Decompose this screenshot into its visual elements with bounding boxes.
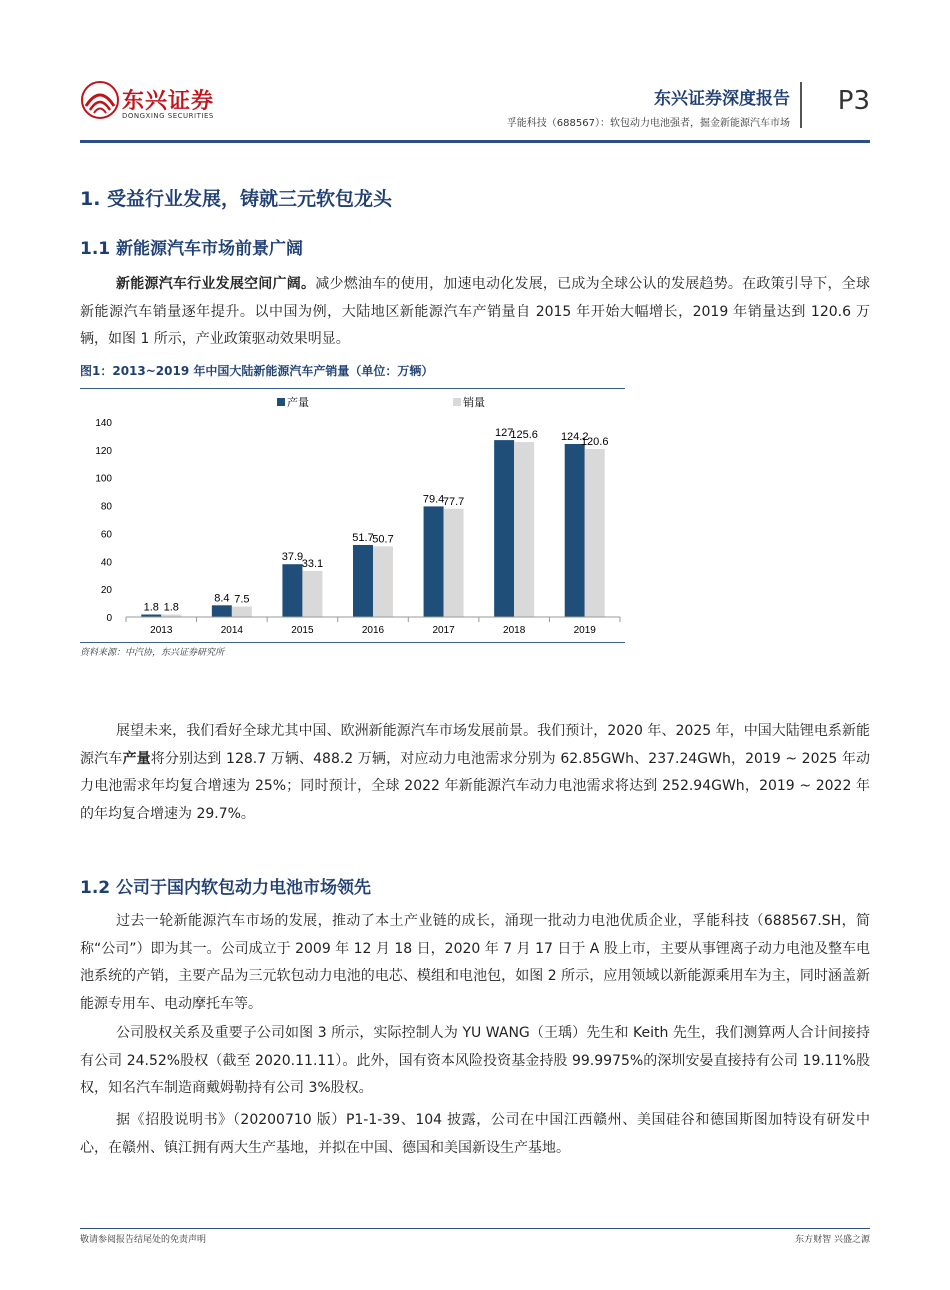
report-title: 东兴证券深度报告 — [654, 89, 790, 109]
page-number: P3 — [837, 86, 870, 116]
bar-sales — [232, 607, 252, 617]
section-title: 1. 受益行业发展，铸就三元软包龙头 — [80, 188, 393, 210]
bar-production — [565, 444, 585, 617]
paragraph-company-intro: 过去一轮新能源汽车市场的发展，推动了本土产业链的成长，涌现一批动力电池优质企业，孚能科技（688567.SH，简称“公司”）即为其一。公司成立于 2009 年 12 月 18 日，2020 年 7 月 17 日于 A 股上市，主要从事锂离子动力电池及整车电池系统的产销，主要产品为三元软包动力电池的电芯、模组和电池包，如图 2 所示，应用领域以新能源乘用车为主，同时涵盖新能源专用车、电动摩托车等。 — [80, 913, 870, 1012]
ev-sales-bar-chart — [80, 392, 625, 642]
y-tick-label: 20 — [100, 585, 112, 597]
bar-production — [424, 506, 444, 617]
chart-x-axis — [126, 617, 620, 636]
footer-slogan: 东方财智 兴盛之源 — [795, 1235, 870, 1245]
bar-production — [353, 545, 373, 617]
bar-sales — [444, 509, 464, 617]
x-tick-label: 2019 — [573, 625, 596, 636]
data-label: 124.2 — [560, 431, 589, 444]
page-header — [80, 78, 870, 144]
legend-swatch — [277, 398, 285, 406]
bar-sales — [373, 546, 393, 617]
data-label: 1.8 — [143, 601, 159, 614]
report-subtitle: 孚能科技（688567）：软包动力电池强者，掘金新能源汽车市场 — [506, 118, 790, 129]
chart-bars — [141, 427, 608, 617]
data-label: 51.7 — [352, 531, 374, 544]
x-tick-label: 2015 — [291, 625, 314, 636]
x-tick-label: 2018 — [503, 625, 526, 636]
data-label: 8.4 — [214, 592, 230, 605]
data-label: 125.6 — [510, 429, 538, 442]
legend-label: 销量 — [463, 397, 485, 409]
x-tick-label: 2014 — [220, 625, 243, 636]
paragraph-forecast — [80, 718, 870, 828]
y-tick-label: 100 — [95, 473, 112, 485]
x-tick-label: 2013 — [150, 625, 173, 636]
data-label: 1.8 — [163, 601, 179, 614]
subsection-title-1-1: 1.1 新能源汽车市场前景广阔 — [80, 239, 304, 259]
x-tick-label: 2017 — [432, 625, 455, 636]
data-label: 7.5 — [234, 593, 250, 606]
logo-subtext: DONGXING SECURITIES — [122, 112, 214, 120]
logo-text: 东兴证券 — [122, 89, 215, 114]
bar-sales — [302, 571, 322, 617]
data-label: 77.7 — [442, 495, 465, 508]
figure-source: 资料来源：中汽协，东兴证券研究所 — [80, 648, 225, 658]
data-label: 37.9 — [281, 551, 304, 564]
data-label: 50.7 — [372, 533, 394, 546]
bar-production — [282, 564, 302, 617]
paragraph-market-outlook — [80, 271, 870, 354]
x-tick-label: 2016 — [361, 625, 385, 636]
data-label: 33.1 — [301, 557, 324, 570]
company-logo — [80, 78, 230, 126]
figure-caption: 图1：2013~2019 年中国大陆新能源汽车产销量（单位：万辆） — [80, 364, 434, 378]
bar-sales — [514, 442, 534, 617]
data-label: 120.6 — [580, 436, 609, 449]
header-rule — [80, 140, 870, 143]
paragraph-rd-centers: 据《招股说明书》（20200710 版）P1-1-39、104 披露，公司在中国江西赣州、美国硅谷和德国斯图加特设有研发中心，在赣州、镇江拥有两大生产基地，并拟在中国、德国和美国新设生产基地。 — [80, 1112, 870, 1156]
y-tick-label: 40 — [100, 557, 112, 569]
subsection-title-1-2: 1.2 公司于国内软包动力电池市场领先 — [80, 878, 372, 898]
legend-label: 产量 — [287, 397, 309, 409]
bar-production — [212, 605, 232, 617]
figure-bottom-rule — [80, 642, 625, 643]
y-tick-label: 80 — [100, 501, 112, 513]
header-divider — [800, 82, 802, 128]
paragraph-forecast-pre: 展望未来，我们看好全球尤其中国、欧洲新能源汽车市场发展前景。我们预计，2020 年、2025 年，中国大陆锂电系新能源汽车 — [80, 723, 870, 767]
chart-legend — [277, 395, 485, 409]
legend-swatch — [453, 398, 461, 406]
bar-production — [494, 440, 514, 617]
data-label: 79.4 — [422, 493, 445, 506]
y-tick-label: 0 — [106, 613, 112, 624]
footer-disclaimer: 敬请参阅报告结尾处的免责声明 — [80, 1235, 207, 1245]
footer-rule — [80, 1228, 870, 1229]
figure-top-rule — [80, 388, 625, 389]
y-tick-label: 140 — [95, 418, 112, 429]
paragraph-forecast-post: 将分别达到 128.7 万辆、488.2 万辆，对应动力电池需求分别为 62.85GWh、237.24GWh，2019 ~ 2025 年动力电池需求年均复合增速为 25%；同时预计，全球 2022 年新能源汽车动力电池需求将达到 252.94GWh，2019 ~ 2022 年的年均复合增速为 29.7%。 — [80, 750, 871, 822]
chart-y-axis — [95, 418, 112, 624]
paragraph-lead: 新能源汽车行业发展空间广阔。 — [116, 276, 316, 292]
dongxing-logo-icon — [80, 80, 120, 120]
paragraph-forecast-bold: 产量 — [122, 750, 151, 767]
y-tick-label: 60 — [100, 529, 112, 541]
y-tick-label: 120 — [95, 445, 112, 457]
data-label: 127 — [494, 427, 514, 440]
paragraph-body: 减少燃油车的使用，加速电动化发展，已成为全球公认的发展趋势。在政策引导下，全球新能源汽车销量逐年提升。以中国为例，大陆地区新能源汽车产销量自 2015 年开始大幅增长，2019 年销量达到 120.6 万辆，如图 1 所示，产业政策驱动效果明显。 — [80, 276, 871, 347]
bar-sales — [585, 449, 605, 617]
paragraph-ownership: 公司股权关系及重要子公司如图 3 所示，实际控制人为 YU WANG（王瑀）先生和 Keith 先生，我们测算两人合计间接持有公司 24.52%股权（截至 2020.11.11）。此外，国有资本风险投资基金持股 99.9975%的深圳安晏直接持有公司 19.11%股权，知名汽车制造商戴姆勒持有公司 3%股权。 — [80, 1025, 870, 1096]
